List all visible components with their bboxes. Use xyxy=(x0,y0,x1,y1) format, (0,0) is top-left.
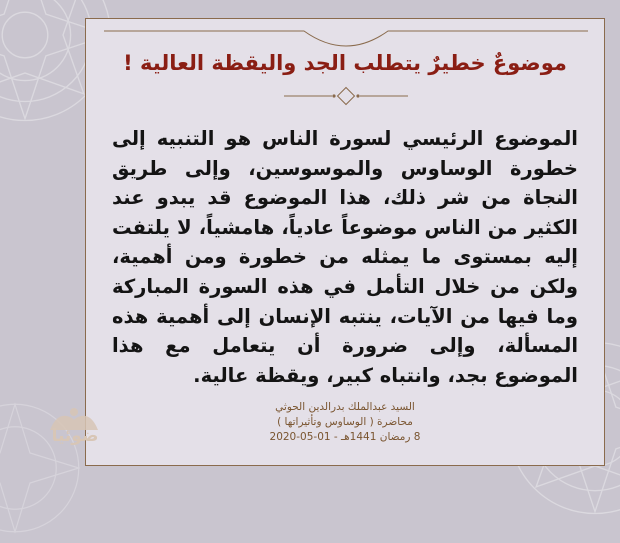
divider-ornament xyxy=(284,85,408,107)
page-title: موضوعٌ خطيرٌ يتطلب الجد واليقظة العالية ! xyxy=(104,51,586,75)
signature-block xyxy=(186,400,504,445)
lecture-title: محاضرة ( الوساوس وتأثيراتها ) xyxy=(186,415,504,430)
quote-body: الموضوع الرئيسي لسورة الناس هو التنبيه إلى خطورة الوساوس والموسوسين، وإلى طريق النجاة من شر ذلك، هذا الموضوع قد يبدو عند الكثير من الناس موضوعاً عادياً، هامشياً، لا يلتفت إليه بمستوى ما يمثله من خطورة ومن أهمية، ولكن من خلال التأمل في هذه السورة المباركة وما فيها من الآيات، ينتبه الإنسان إلى أهمية هذه المسألة، وإلى ضرورة أن يتعامل مع هذا الموضوع بجد، وانتباه كبير، ويقظة عالية. xyxy=(112,124,578,390)
lecture-date: 8 رمضان 1441هـ - 01-05-2020 xyxy=(186,430,504,445)
card-header xyxy=(86,27,604,95)
logo-text: ضوئيا xyxy=(30,426,120,446)
quote-card xyxy=(85,18,605,466)
author-name: السيد عبدالملك بدرالدين الحوثي xyxy=(186,400,504,415)
brand-logo xyxy=(28,400,120,460)
